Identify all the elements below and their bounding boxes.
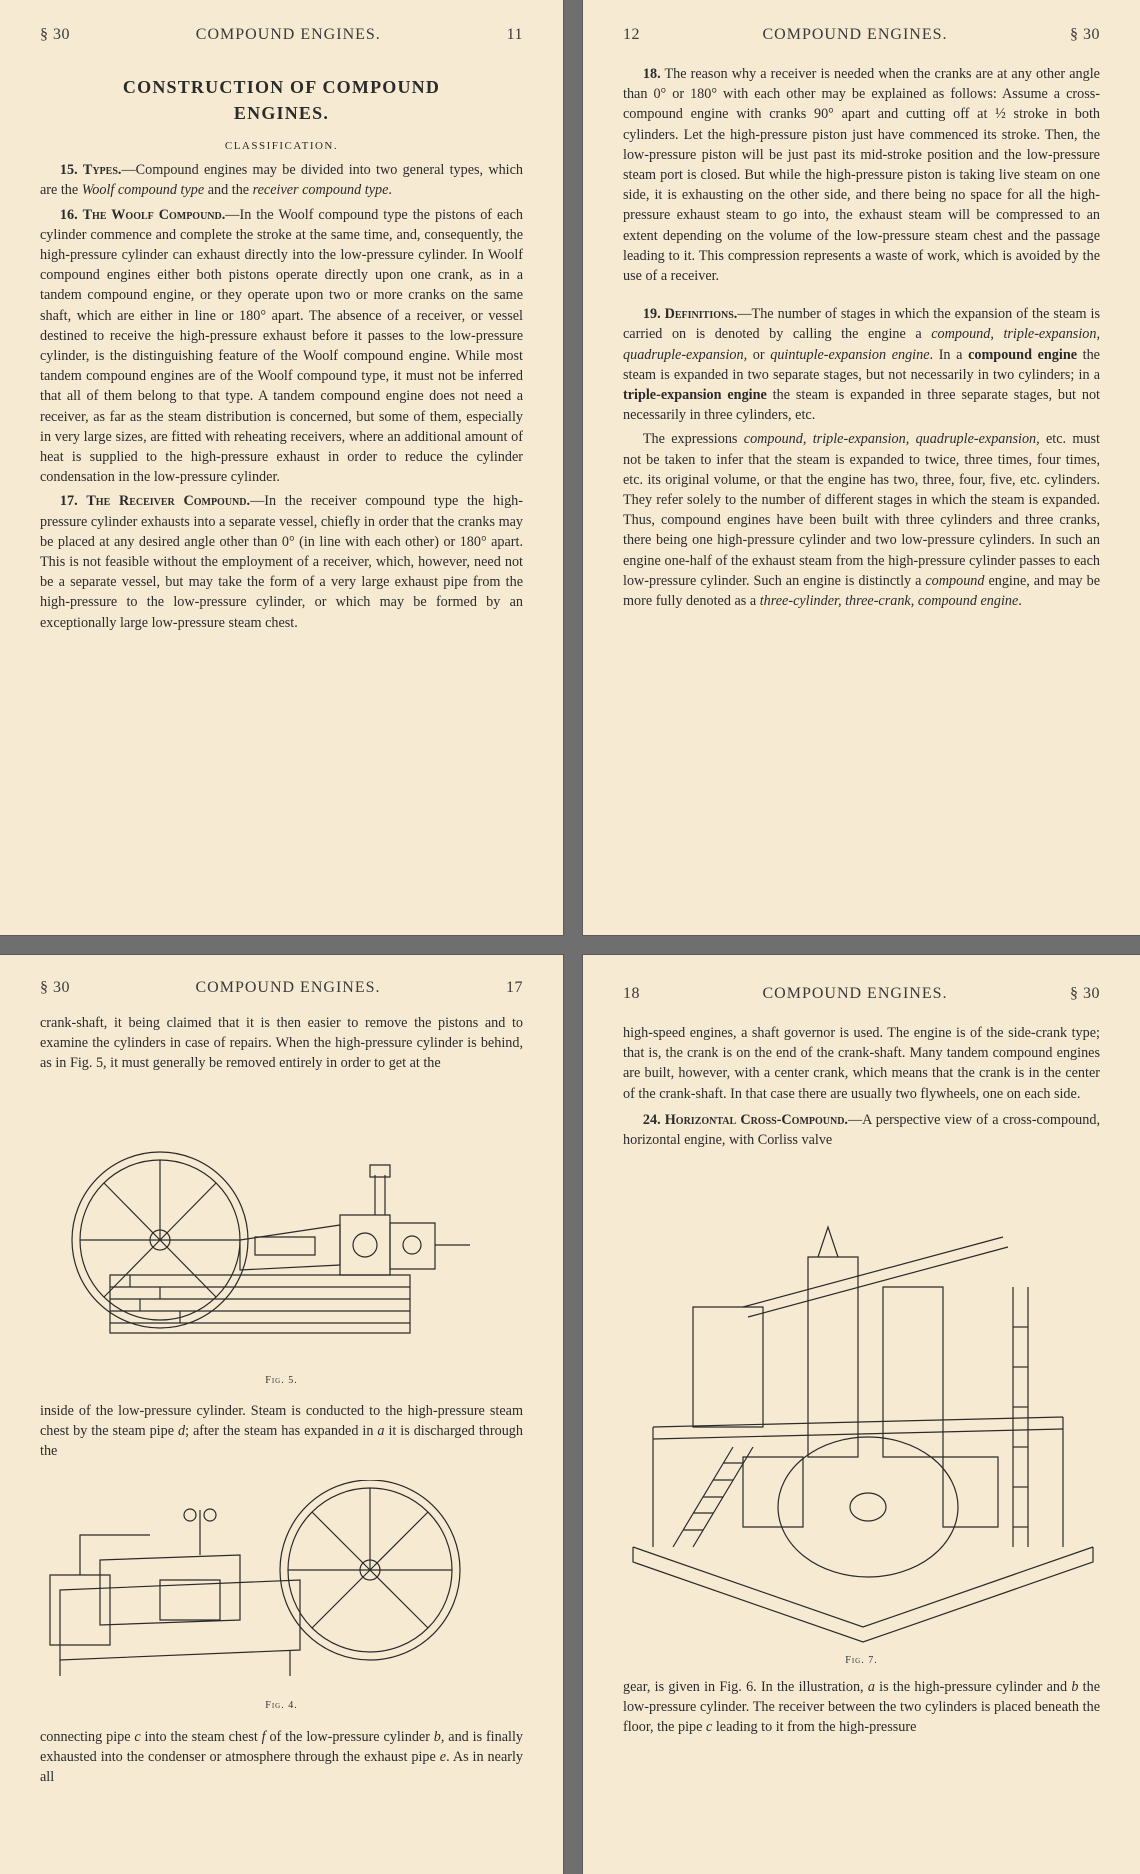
italic-term: a: [377, 1423, 385, 1440]
paragraph-text: —The number of stages in which the expansion of the steam is carried on is denoted by calling the engine a: [623, 306, 1100, 343]
italic-term: c: [134, 1729, 141, 1745]
paragraph-16: [40, 205, 523, 488]
paragraph-text: high-speed engines, a shaft governor is used. The engine is of the side-crank type; that is, the crank is on the end of the crank-shaft. Many tandem compound engines are built, however, with a center crank, which means that the crank is in the center of the crank-shaft. In that case there are usually two flywheels, one on each side.: [623, 1025, 1100, 1102]
paragraph-text: engine, and may be more fully denoted as a: [623, 572, 1100, 610]
paragraph-text: . As in nearly all: [40, 1749, 524, 1786]
italic-term: f: [261, 1729, 266, 1745]
paragraph-heading: Horizontal Cross-Compound.: [664, 1111, 848, 1128]
paragraph-15: [40, 160, 523, 200]
italic-term: compound: [925, 572, 985, 589]
paragraph-text: inside of the low-pressure cylinder. Steam is conducted to the high-pressure steam chest by the steam pipe: [40, 1403, 523, 1440]
page-number: 12: [623, 26, 640, 43]
running-header: [40, 26, 523, 44]
page-11: [0, 0, 563, 935]
page-12: [583, 0, 1140, 935]
paragraph-text: [40, 1727, 523, 1788]
italic-term: quintuple-expansion engine: [770, 346, 930, 363]
page-number: 17: [505, 979, 523, 996]
paragraph-text: —In the Woolf compound type the pistons of each cylinder commence and complete the stroke at the same time, and, consequently, the high-pressure cylinder can exhaust directly into the low-pressure cylinder. In Woolf compound engines either both pistons operate directly upon one crank, as in a tandem compound engine, or they operate upon two or more cranks on the same shaft, which are either in line or 180° apart. The absence of a receiver, or vessel destined to receive the high-pressure exhaust before it passes to the low-pressure cylinder, is the distinguishing feature of the Woolf compound engine. While most tandem compound engines are of the Woolf compound type, it must not be inferred that all of them belong to that type. A tandem compound engine does not need a receiver, as far as the steam distribution is concerned, but some of them, especially in very large sizes, are fitted with reheating receivers, where an additional amount of heat is supplied to the high-pressure exhaust in order to reduce the cylinder condensation in the low-pressure cylinder.: [40, 206, 523, 486]
paragraph-text: .: [1018, 593, 1022, 610]
paragraph-text: ; after the steam has expanded in: [185, 1423, 378, 1440]
paragraph-text: etc. must not be taken to infer that the steam is expanded to twice, three times, four times, etc. its original volume, or that the engine has two, three, four, five, etc. cylinders. They refer solely to the number of different stages in which the steam is expanded. Thus, compound engines have been built with three cylinders and three cranks, there being one high-pressure cylinder and two low-pressure cylinders. In such an engine one-half of the exhaust steam from the high-pressure cylinder passes to each low-pressure cylinder. Such an engine is distinctly a: [623, 431, 1100, 589]
page-17: [0, 955, 563, 1874]
italic-term: Woolf compound type: [81, 182, 205, 199]
running-header: [623, 26, 1100, 44]
italic-term: a: [867, 1679, 875, 1695]
running-title: COMPOUND ENGINES.: [195, 979, 381, 996]
paragraph-text: The reason why a receiver is needed when the cranks are at any other angle than 0° or 180° with each other may be explained as follows: Assume a cross-compound engine with cranks 90° apart and cutting off at ½ stroke in both cylinders. Let the high-pressure piston just have commenced its stroke. Then, the low-pressure piston will be just past its mid-stroke position and the low-pressure steam port is closed. But while the high-pressure piston is taking live steam on one side, it is exhausting on the other side, and there being no space for all the high-pressure exhaust steam to go into, the exhaust steam will be compressed to an extent depending on the volume of the low-pressure steam chest and the passage leading to it. This compression represents a waste of work, which is avoided by the use of a receiver.: [623, 66, 1100, 285]
running-title: COMPOUND ENGINES.: [762, 26, 948, 43]
chapter-title: CONSTRUCTION OF COMPOUND ENGINES.: [122, 77, 441, 123]
section-mark: § 30: [1069, 26, 1100, 43]
section-subtitle: CLASSIFICATION.: [224, 140, 339, 152]
paragraph-18: [623, 64, 1100, 286]
paragraph-text: , and is finally exhausted into the condenser or atmosphere through the exhaust pipe: [40, 1729, 523, 1766]
paragraph-number: 17.: [59, 493, 78, 510]
text-block-bottom: [623, 1677, 1100, 1738]
paragraph-text: gear, is given in Fig. 6. In the illustration,: [623, 1679, 868, 1695]
paragraph-text: .: [388, 182, 392, 199]
paragraph-number: 15.: [59, 162, 78, 179]
paragraph-text: leading to it from the high-pressure: [712, 1719, 917, 1736]
running-header: [40, 979, 523, 997]
paragraph-heading: Definitions.: [664, 306, 738, 323]
paragraph-text: connecting pipe: [40, 1729, 135, 1745]
paragraph-text: the steam is expanded in three separate stages, but not necessarily in three cylinders, etc.: [623, 387, 1100, 424]
paragraph-text: —A perspective view of a cross-compound, horizontal engine, with Corliss valve: [623, 1111, 1100, 1149]
section-mark: § 30: [1069, 985, 1100, 1002]
paragraph-text: . In a: [929, 346, 969, 363]
paragraph-24: [623, 1110, 1100, 1150]
paragraph-text: the low-pressure cylinder. The receiver between the two cylinders is placed beneath the floor, the pipe: [623, 1679, 1100, 1736]
text-block-middle: [40, 1401, 523, 1462]
figure-4-caption: Fig. 4.: [265, 1700, 298, 1711]
text-column: [623, 64, 1100, 611]
bold-term: triple-expansion engine: [623, 387, 767, 404]
italic-term: compound, triple-expansion, quadruple-expansion,: [743, 431, 1040, 448]
italic-term: compound, triple-expansion, quadruple-expansion,: [623, 326, 1100, 363]
paragraph-heading: Types.: [82, 162, 122, 179]
paragraph-text: of the low-pressure cylinder: [265, 1729, 434, 1745]
text-block-top: [40, 1013, 523, 1074]
page-number: 18: [623, 985, 640, 1002]
running-title: COMPOUND ENGINES.: [762, 985, 948, 1002]
paragraph-number: 19.: [642, 306, 661, 323]
figure-7-engine-illustration: [623, 1217, 1103, 1647]
paragraph-text: crank-shaft, it being claimed that it is then easier to remove the pistons and to examine the cylinders in case of repairs. When the high-pressure cylinder is behind, as in Fig. 5, it must generally be removed entirely in order to get at the: [40, 1015, 523, 1072]
paragraph-text: [40, 1401, 523, 1462]
paragraph-17: [40, 491, 523, 632]
text-column: [40, 74, 523, 633]
section-mark: § 30: [40, 26, 70, 43]
paragraph-number: 24.: [642, 1111, 661, 1128]
paragraph-19-cont: [623, 429, 1100, 611]
paragraph-heading: The Woolf Compound.: [82, 206, 226, 223]
italic-term: three-cylinder, three-crank, compound engine: [759, 593, 1019, 610]
paragraph-number: 16.: [59, 206, 78, 223]
paragraph-heading: The Receiver Compound.: [86, 493, 251, 510]
paragraph-19: [623, 304, 1100, 425]
page-number: 11: [506, 26, 523, 43]
paragraph-text: —Compound engines may be divided into two general types, which are the: [40, 162, 523, 199]
paragraph-number: 18.: [642, 66, 661, 82]
italic-term: receiver compound type: [252, 182, 389, 199]
italic-term: d: [177, 1423, 186, 1440]
paragraph-text: into the steam chest: [140, 1729, 262, 1745]
text-block-top: [623, 1023, 1100, 1150]
paragraph-text: —In the receiver compound type the high-pressure cylinder exhausts into a separate vessel, chiefly in order that the cranks may be placed at any desired angle other than 0° (in line with each other) or 180° apart. This is not feasible without the employment of a receiver, which, however, need not be a separate vessel, but may take the form of a very large exhaust pipe from the high-pressure to the low-pressure cylinder, or which may be formed by an exceptionally large low-pressure steam chest.: [40, 493, 523, 631]
figure-5-caption: Fig. 5.: [265, 1375, 298, 1386]
paragraph-text: The expressions: [642, 431, 744, 448]
italic-term: c: [705, 1719, 713, 1736]
text-block-bottom: [40, 1727, 523, 1788]
italic-term: e: [439, 1749, 447, 1766]
running-title: COMPOUND ENGINES.: [195, 26, 381, 43]
page-18: [583, 955, 1140, 1874]
paragraph-text: and the: [204, 182, 253, 199]
italic-term: b: [1071, 1679, 1079, 1695]
figure-5-engine-illustration: [40, 1145, 500, 1345]
paragraph-text: [623, 1677, 1100, 1738]
paragraph-text: is the high-pressure cylinder and: [874, 1679, 1072, 1695]
italic-term: b: [433, 1729, 441, 1745]
paragraph-text: it is discharged through the: [40, 1423, 523, 1460]
section-mark: § 30: [40, 979, 70, 996]
paragraph-text: or: [747, 346, 771, 363]
running-header: [623, 985, 1100, 1003]
figure-4-engine-illustration: [40, 1480, 510, 1680]
figure-7-caption: Fig. 7.: [845, 1655, 878, 1666]
bold-term: compound engine: [968, 346, 1078, 363]
paragraph-text: the steam is expanded in two separate stages, but not necessarily in two cylinders; in a: [623, 346, 1100, 383]
